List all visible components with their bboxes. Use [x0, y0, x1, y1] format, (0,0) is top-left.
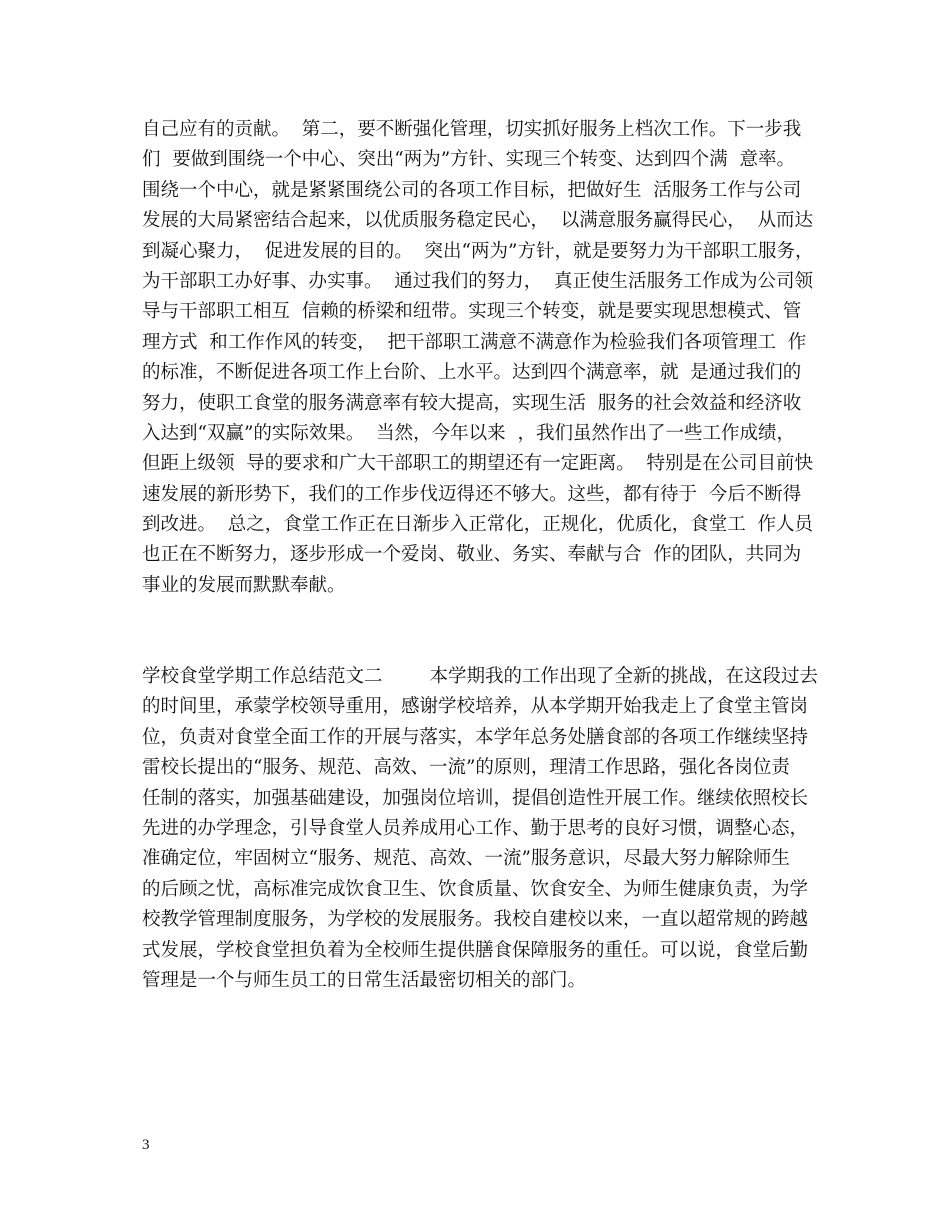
- text-line: 管理是一个与师生员工的日常生活最密切相关的部门。: [142, 969, 587, 991]
- text-line: 发展的大局紧密结合起来，以优质服务稳定民心， 以满意服务赢得民心， 从而达: [142, 210, 814, 232]
- text-line: 的后顾之忧，高标准完成饮食卫生、饮食质量、饮食安全、为师生健康负责，为学: [142, 878, 809, 900]
- text-line: 努力，使职工食堂的服务满意率有较大提高，实现生活 服务的社会效益和经济收: [142, 392, 802, 414]
- text-line: 们 要做到围绕一个中心、突出“两为”方针、实现三个转变、达到四个满 意率。: [142, 149, 795, 171]
- text-line: 事业的发展而默默奉献。: [142, 574, 346, 596]
- text-line: 雷校长提出的“服务、规范、高效、一流”的原则，理清工作思路，强化各岗位责: [142, 757, 790, 779]
- text-line: 校教学管理制度服务，为学校的发展服务。我校自建校以来，一直以超常规的跨越: [142, 909, 809, 931]
- paragraph-canteen-summary-example-2: [142, 662, 822, 996]
- text-line: 理方式 和工作作风的转变， 把干部职工满意不满意作为检验我们各项管理工 作: [142, 331, 807, 353]
- text-line: 到凝心聚力， 促进发展的目的。 突出“两为”方针，就是要努力为干部职工服务，: [142, 240, 814, 262]
- text-line: 式发展，学校食堂担负着为全校师生提供膳食保障服务的重任。可以说，食堂后勤: [142, 939, 809, 961]
- text-line: 但距上级领 导的要求和广大干部职工的期望还有一定距离。 特别是在公司目前快: [142, 453, 814, 475]
- text-line: 到改进。 总之，食堂工作正在日渐步入正常化，正规化，优质化，食堂工 作人员: [142, 514, 814, 536]
- text-line: 导与干部职工相互 信赖的桥梁和纽带。实现三个转变，就是要实现思想模式、管: [142, 301, 802, 323]
- text-line: 的标准，不断促进各项工作上台阶、上水平。达到四个满意率，就 是通过我们的: [142, 362, 802, 384]
- text-line: 也正在不断努力，逐步形成一个爱岗、敬业、务实、奉献与合 作的团队，共同为: [142, 544, 802, 566]
- text-line: 围绕一个中心，就是紧紧围绕公司的各项工作目标，把做好生 活服务工作与公司: [142, 179, 802, 201]
- text-line: 学校食堂学期工作总结范文二 本学期我的工作出现了全新的挑战，在这段过去: [142, 666, 819, 687]
- text-line: 任制的落实，加强基础建设，加强岗位培训，提倡创造性开展工作。继续依照校长: [142, 787, 809, 809]
- text-line: 先进的办学理念，引导食堂人员养成用心工作、勤于思考的良好习惯，调整心态，: [142, 817, 809, 839]
- text-line: 为干部职工办好事、办实事。 通过我们的努力， 真正使生活服务工作成为公司领: [142, 270, 814, 292]
- text-line: 的时间里，承蒙学校领导重用，感谢学校培养，从本学期开始我走上了食堂主管岗: [142, 696, 809, 718]
- text-line: 准确定位，牢固树立“服务、规范、高效、一流”服务意识，尽最大努力解除师生: [142, 848, 790, 870]
- paragraph-canteen-summary-part-1: [142, 115, 822, 601]
- text-line: 自己应有的贡献。 第二，要不断强化管理，切实抓好服务上档次工作。下一步我: [142, 119, 802, 140]
- text-line: 速发展的新形势下，我们的工作步伐迈得还不够大。这些，都有待于 今后不断得: [142, 483, 802, 505]
- text-line: 位，负责对食堂全面工作的开展与落实，本学年总务处膳食部的各项工作继续坚持: [142, 726, 809, 748]
- page-number: 3: [142, 1137, 150, 1153]
- text-line: 入达到“双赢”的实际效果。 当然，今年以来 ，我们虽然作出了一些工作成绩，: [142, 422, 795, 444]
